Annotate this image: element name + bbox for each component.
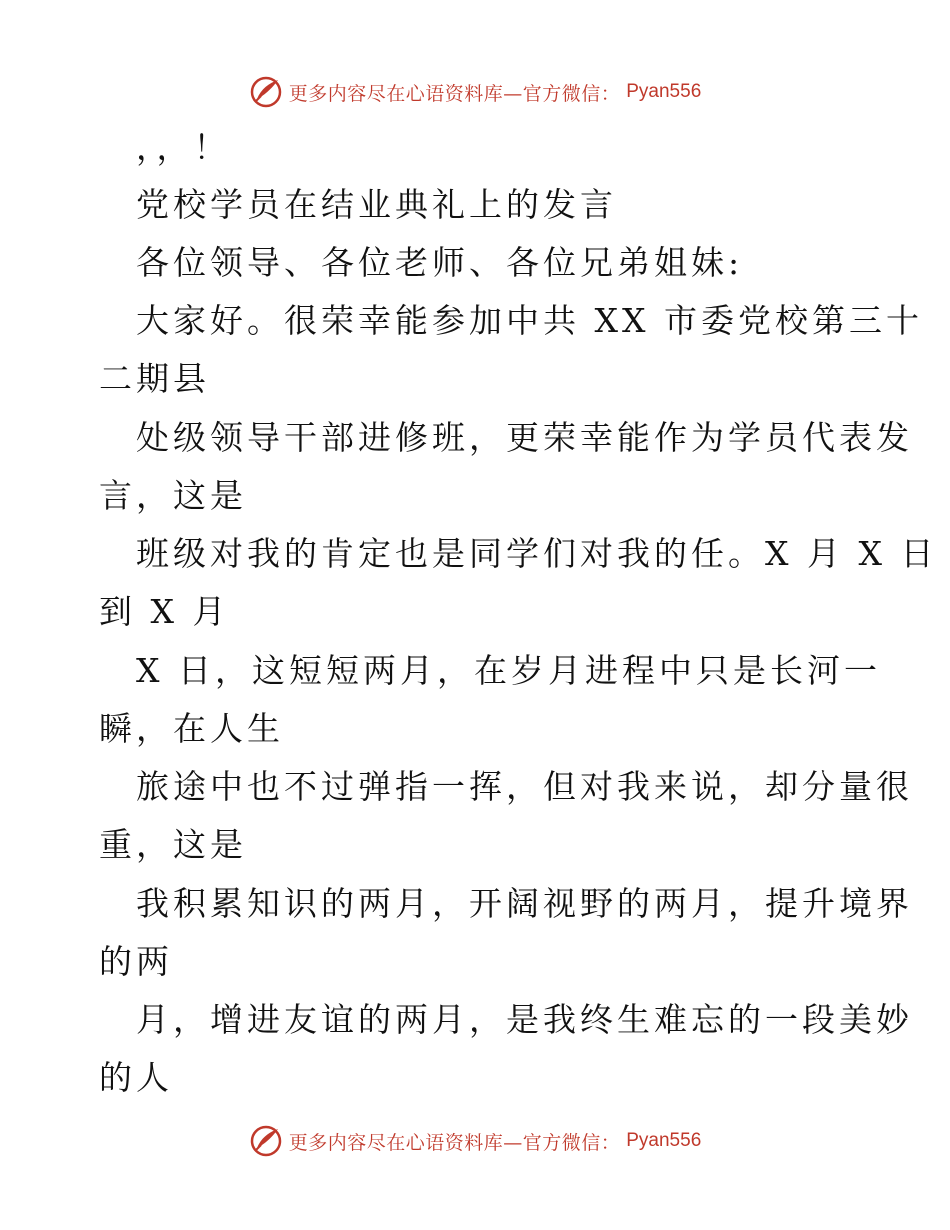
watermark-text: 更多内容尽在心语资料库—官方微信： [288, 1131, 621, 1154]
document-title: 党校学员在结业典礼上的发言 [136, 185, 617, 224]
salutation: 各位领导、各位老师、各位兄弟姐妹: [136, 243, 744, 282]
text-line: 我积累知识的两月，开阔视野的两月，提升境界 [136, 884, 913, 923]
text-line: 二期县 [99, 359, 210, 398]
text-line: 重，这是 [99, 825, 247, 864]
feather-pen-icon [249, 75, 283, 109]
footer-watermark [0, 1121, 950, 1161]
watermark-wechat-id: Pyan556 [626, 81, 702, 102]
text-line: 班级对我的肯定也是同学们对我的任。X 月 X 日 [136, 534, 938, 573]
text-line: 到 X 月 [99, 592, 230, 631]
watermark-text: 更多内容尽在心语资料库—官方微信： [288, 82, 621, 105]
text-line: 大家好。很荣幸能参加中共 XX 市委党校第三十 [136, 301, 923, 340]
text-line: 月，增进友谊的两月，是我终生难忘的一段美妙 [136, 1000, 913, 1039]
text-line: X 日，这短短两月，在岁月进程中只是长河一 [136, 651, 881, 690]
text-line: 的人 [99, 1058, 173, 1097]
text-line: 瞬，在人生 [99, 709, 284, 748]
text-line: 处级领导干部进修班，更荣幸能作为学员代表发 [136, 418, 913, 457]
text-line: 的两 [99, 942, 173, 981]
header-watermark [0, 72, 950, 112]
text-line: 言，这是 [99, 476, 247, 515]
watermark-wechat-id: Pyan556 [626, 1130, 702, 1151]
feather-pen-icon [249, 1124, 283, 1158]
text-line: 旅途中也不过弹指一挥，但对我来说，却分量很 [136, 767, 913, 806]
text-line: ，，！ [136, 128, 231, 167]
